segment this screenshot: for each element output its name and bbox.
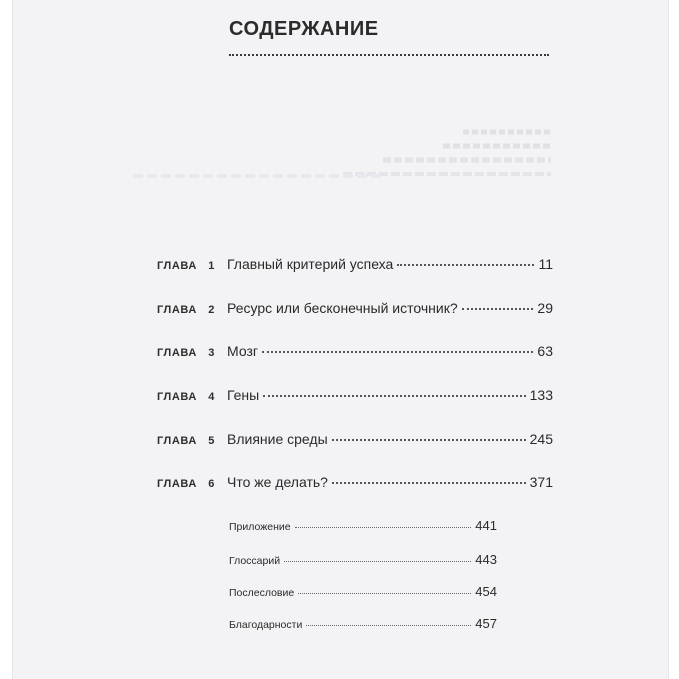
book-page — [12, 0, 669, 679]
dot-leader — [284, 561, 471, 562]
chapter-label — [157, 478, 227, 490]
toc-acknowledgements[interactable] — [229, 616, 497, 634]
chapter-word: ГЛАВА — [157, 304, 197, 316]
dot-leader — [462, 308, 534, 310]
toc-glossary[interactable] — [229, 552, 497, 570]
appendix-page-number: 454 — [475, 584, 497, 599]
chapter-page-number: 245 — [529, 431, 553, 447]
chapter-title: Главный критерий успеха — [227, 256, 394, 272]
dot-leader — [397, 264, 534, 266]
dot-leader — [262, 351, 533, 353]
dot-leader — [332, 439, 526, 441]
dot-leader — [332, 482, 526, 484]
chapter-number: 4 — [208, 391, 215, 403]
bleed-through-line-left — [133, 170, 383, 186]
toc-chapter-2[interactable] — [157, 300, 553, 320]
chapter-number: 5 — [208, 435, 215, 447]
appendix-title: Послесловие — [229, 587, 295, 599]
chapter-word: ГЛАВА — [157, 260, 197, 272]
dot-leader — [295, 527, 472, 528]
chapter-word: ГЛАВА — [157, 478, 197, 490]
dot-leader — [263, 395, 525, 397]
toc-chapter-3[interactable] — [157, 343, 553, 363]
toc-appendix[interactable] — [229, 518, 497, 536]
toc-chapter-5[interactable] — [157, 431, 553, 451]
dot-leader — [306, 625, 471, 626]
chapter-label — [157, 391, 227, 403]
chapter-page-number: 371 — [529, 474, 553, 490]
appendix-title: Благодарности — [229, 619, 303, 631]
title-dotted-rule — [229, 54, 549, 56]
toc-afterword[interactable] — [229, 584, 497, 602]
bleed-through-stroke — [133, 170, 383, 182]
appendix-page-number: 441 — [475, 518, 497, 533]
chapter-title: Влияние среды — [227, 431, 328, 447]
chapter-word: ГЛАВА — [157, 347, 197, 359]
chapter-label — [157, 260, 227, 272]
chapter-number: 3 — [208, 347, 215, 359]
chapter-title: Что же делать? — [227, 474, 328, 490]
chapter-title: Гены — [227, 387, 260, 403]
appendix-title: Приложение — [229, 521, 291, 533]
chapter-label — [157, 304, 227, 316]
chapter-label — [157, 435, 227, 447]
toc-chapter-4[interactable] — [157, 387, 553, 407]
chapter-page-number: 63 — [537, 343, 553, 359]
chapter-word: ГЛАВА — [157, 435, 197, 447]
chapter-page-number: 29 — [537, 300, 553, 316]
chapter-word: ГЛАВА — [157, 391, 197, 403]
appendix-title: Глоссарий — [229, 555, 281, 567]
dot-leader — [298, 593, 471, 594]
chapter-page-number: 133 — [529, 387, 553, 403]
toc-chapter-6[interactable] — [157, 474, 553, 494]
chapter-number: 6 — [208, 478, 215, 490]
toc-chapter-1[interactable] — [157, 256, 553, 276]
chapter-title: Ресурс или бесконечный источник? — [227, 300, 458, 316]
chapter-page-number: 11 — [538, 256, 553, 272]
chapter-label — [157, 347, 227, 359]
page-title: СОДЕРЖАНИЕ — [229, 18, 379, 40]
chapter-number: 1 — [208, 260, 215, 272]
appendix-page-number: 457 — [475, 616, 497, 631]
chapter-title: Мозг — [227, 343, 258, 359]
chapter-number: 2 — [208, 304, 215, 316]
appendix-page-number: 443 — [475, 552, 497, 567]
